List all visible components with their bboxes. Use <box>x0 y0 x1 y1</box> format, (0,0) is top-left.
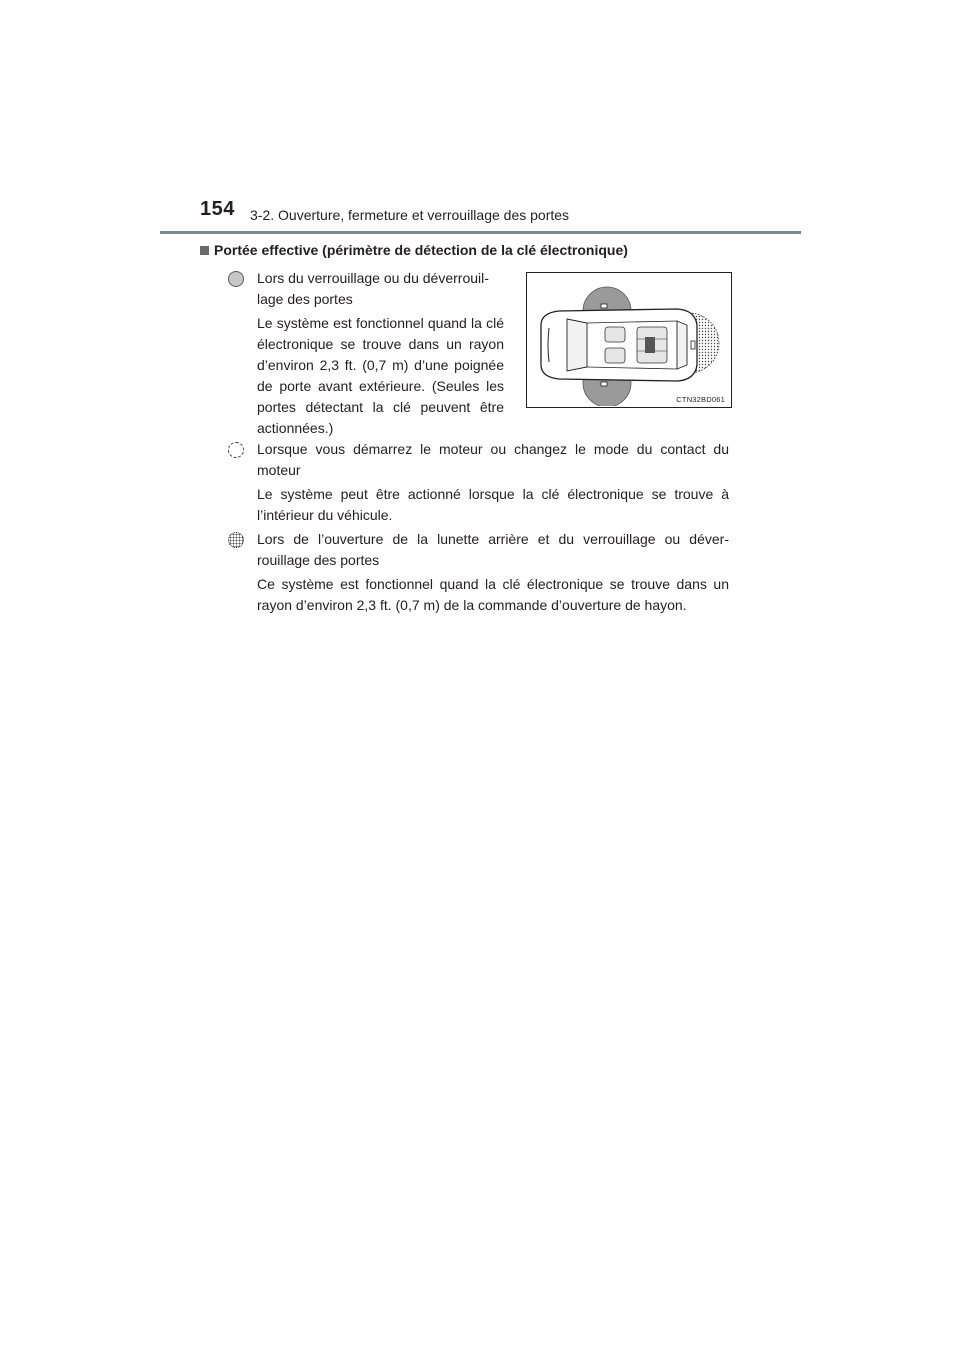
item-1-title <box>257 268 504 310</box>
square-bullet-icon <box>200 246 209 255</box>
header-divider <box>160 231 801 234</box>
item-1-title-line-1: Lors du verrouillage ou du déverrouil- <box>257 270 489 286</box>
item-3-description: Ce système est fonctionnel quand la clé électronique se trouve dans un rayon d’environ 2,3 ft. (0,7 m) de la commande d’ouverture de hayon. <box>257 576 729 613</box>
dotted-circle-icon <box>228 532 244 548</box>
item-3-title <box>257 529 729 571</box>
item-3-title-line-2: rouillage des portes <box>257 552 380 568</box>
item-3-title-line-1: Lors de l’ouverture de la lunette arrière et du verrouillage ou déver- <box>257 531 729 547</box>
figure-code: CTN32BD061 <box>676 395 725 404</box>
solid-circle-icon <box>228 271 244 287</box>
vehicle-top-view <box>527 273 730 406</box>
page-number: 154 <box>200 198 235 220</box>
item-1-title-line-2: lage des portes <box>257 291 353 307</box>
item-1-description: Le système est fonctionnel quand la clé électronique se trouve dans un rayon d’environ 2,3 ft. (0,7 m) d’une poignée de porte avant extérieure. (Seules les portes détectant la clé peuvent être actionnées.) <box>257 315 504 436</box>
car-body <box>541 309 697 381</box>
key-detection-diagram <box>526 272 732 408</box>
item-2-description: Le système peut être actionné lorsque la clé électronique se trouve à l’intérieur du véhicule. <box>257 486 729 523</box>
section-title: 3-2. Ouverture, fermeture et verrouillage des portes <box>250 207 570 223</box>
dashed-circle-icon <box>228 442 244 458</box>
item-2-title: Lorsque vous démarrez le moteur ou changez le mode du contact du moteur <box>257 441 729 478</box>
section-heading-text: Portée effective (périmètre de détection de la clé électronique) <box>214 242 628 258</box>
section-heading <box>200 242 628 258</box>
